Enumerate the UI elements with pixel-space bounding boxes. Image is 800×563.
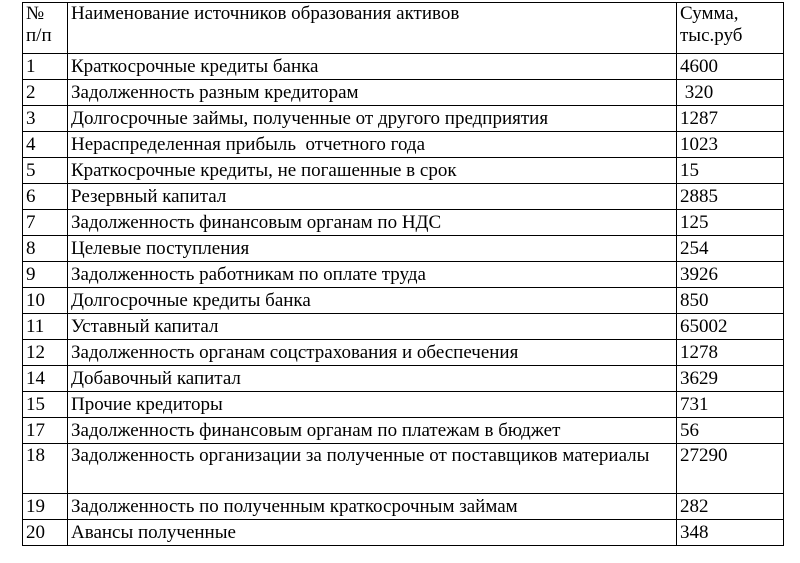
- row-sum: 282: [677, 494, 784, 520]
- row-number: 6: [23, 184, 68, 210]
- header-sum-label: Сумма, тыс.руб: [680, 3, 743, 46]
- table-row: [23, 80, 784, 106]
- table-row: [23, 418, 784, 444]
- table-row: [23, 494, 784, 520]
- table-row: [23, 158, 784, 184]
- row-number: 19: [23, 494, 68, 520]
- row-sum: 731: [677, 392, 784, 418]
- row-sum: 15: [677, 158, 784, 184]
- table-row: [23, 132, 784, 158]
- row-number: 9: [23, 262, 68, 288]
- row-number: 14: [23, 366, 68, 392]
- row-source-name: Задолженность разным кредиторам: [68, 80, 677, 106]
- row-source-name: Добавочный капитал: [68, 366, 677, 392]
- row-source-name: Прочие кредиторы: [68, 392, 677, 418]
- row-sum: 1287: [677, 106, 784, 132]
- row-sum: 4600: [677, 54, 784, 80]
- row-number: 10: [23, 288, 68, 314]
- row-sum: 1278: [677, 340, 784, 366]
- row-source-name: Задолженность органам соцстрахования и обеспечения: [68, 340, 677, 366]
- row-sum: 320: [677, 80, 784, 106]
- header-sum-cell: [677, 3, 784, 54]
- table-row: [23, 236, 784, 262]
- row-source-name: Краткосрочные кредиты банка: [68, 54, 677, 80]
- row-number: 2: [23, 80, 68, 106]
- row-number: 20: [23, 520, 68, 546]
- row-number: 15: [23, 392, 68, 418]
- row-source-name: Краткосрочные кредиты, не погашенные в срок: [68, 158, 677, 184]
- row-source-name: Нераспределенная прибыль отчетного года: [68, 132, 677, 158]
- row-source-name: Долгосрочные займы, полученные от другого предприятия: [68, 106, 677, 132]
- row-sum: 348: [677, 520, 784, 546]
- row-sum: 125: [677, 210, 784, 236]
- table-header-row: [23, 3, 784, 54]
- sources-of-assets-table: [22, 2, 784, 546]
- header-number-label: № п/п: [26, 3, 52, 46]
- row-sum: 3926: [677, 262, 784, 288]
- row-sum: 2885: [677, 184, 784, 210]
- row-source-name: Задолженность по полученным краткосрочным займам: [68, 494, 677, 520]
- header-name-cell: [68, 3, 677, 54]
- row-source-name: Авансы полученные: [68, 520, 677, 546]
- table-row: [23, 106, 784, 132]
- row-sum: 1023: [677, 132, 784, 158]
- table-row: [23, 392, 784, 418]
- header-name-label: Наименование источников образования активов: [71, 3, 460, 24]
- row-source-name: Уставный капитал: [68, 314, 677, 340]
- row-sum: 27290: [677, 444, 784, 494]
- table-row: [23, 262, 784, 288]
- row-number: 8: [23, 236, 68, 262]
- row-number: 17: [23, 418, 68, 444]
- row-number: 3: [23, 106, 68, 132]
- row-sum: 65002: [677, 314, 784, 340]
- row-source-name: Целевые поступления: [68, 236, 677, 262]
- table-row: [23, 340, 784, 366]
- header-number-cell: [23, 3, 68, 54]
- row-number: 12: [23, 340, 68, 366]
- row-sum: 850: [677, 288, 784, 314]
- table-row: [23, 444, 784, 494]
- row-number: 1: [23, 54, 68, 80]
- table-row: [23, 184, 784, 210]
- row-source-name: Задолженность финансовым органам по НДС: [68, 210, 677, 236]
- table-row: [23, 314, 784, 340]
- row-number: 11: [23, 314, 68, 340]
- row-number: 4: [23, 132, 68, 158]
- row-number: 5: [23, 158, 68, 184]
- row-sum: 56: [677, 418, 784, 444]
- table-row: [23, 54, 784, 80]
- row-source-name: Задолженность работникам по оплате труда: [68, 262, 677, 288]
- row-sum: 3629: [677, 366, 784, 392]
- row-source-name: Долгосрочные кредиты банка: [68, 288, 677, 314]
- table-row: [23, 366, 784, 392]
- table-row: [23, 288, 784, 314]
- row-number: 18: [23, 444, 68, 494]
- row-source-name: Резервный капитал: [68, 184, 677, 210]
- row-number: 7: [23, 210, 68, 236]
- row-sum: 254: [677, 236, 784, 262]
- table-row: [23, 520, 784, 546]
- row-source-name: Задолженность организации за полученные от поставщиков материалы: [68, 444, 677, 494]
- table-row: [23, 210, 784, 236]
- row-source-name: Задолженность финансовым органам по платежам в бюджет: [68, 418, 677, 444]
